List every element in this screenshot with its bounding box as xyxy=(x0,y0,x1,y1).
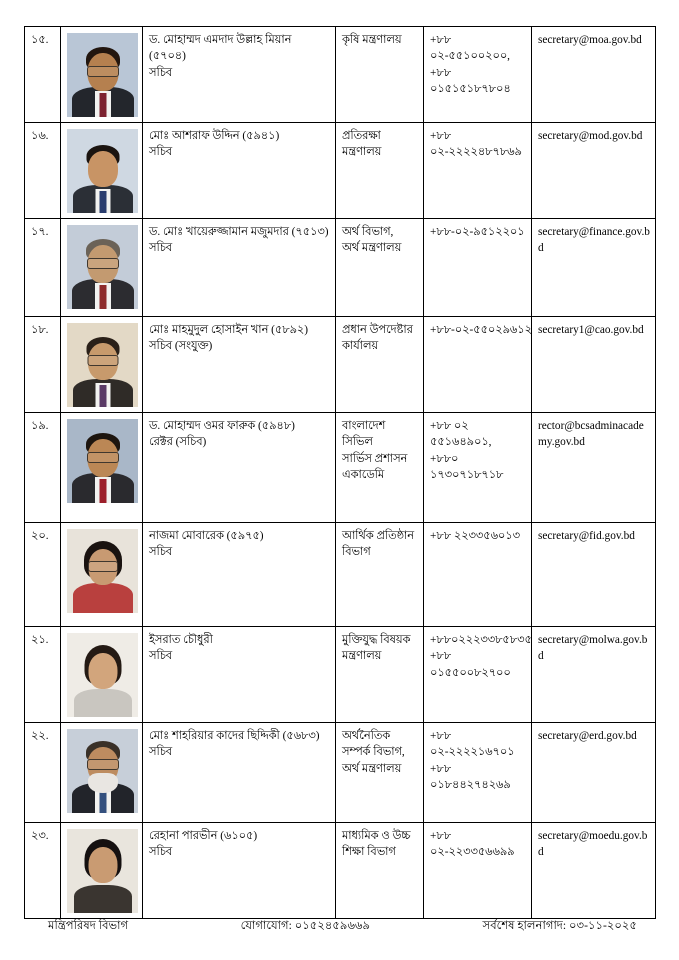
official-name xyxy=(143,627,336,723)
portrait-image xyxy=(67,33,138,117)
name-text: মোঃ শাহরিয়ার কাদের ছিদ্দিকী (৫৬৮৩) xyxy=(149,730,320,742)
portrait-image xyxy=(67,129,138,213)
table-row xyxy=(25,27,656,123)
phone-cell xyxy=(424,523,532,627)
portrait-image xyxy=(67,829,138,913)
phone-line-1: +৮৮ ০২-২২২২১৬৭০১ xyxy=(430,730,515,759)
page-footer xyxy=(24,917,655,936)
serial-number: ২২. xyxy=(25,723,61,823)
ministry-cell xyxy=(336,627,424,723)
designation-text: সচিব xyxy=(149,546,173,559)
name-text: নাজমা মোবারেক (৫৯৭৫) xyxy=(149,530,264,542)
footer-contact: যোগাযোগ: ০১৫২৪৫৯৬৬৯ xyxy=(240,919,371,932)
designation-text: সচিব xyxy=(149,146,173,159)
name-text: ড. মোহাম্মদ এমদাদ উল্লাহ মিয়ান (৫৭০৪) xyxy=(149,34,292,63)
ministry-line-2: অর্থ মন্ত্রণালয় xyxy=(342,242,402,255)
designation-text: সচিব (সংযুক্ত) xyxy=(149,340,213,353)
portrait-photo xyxy=(61,627,143,723)
email-cell: secretary@erd.gov.bd xyxy=(532,723,656,823)
phone-line-1: +৮৮-০২-৯৫১২২০১ xyxy=(430,226,525,238)
phone-line-2: +৮৮০ ১৭৩০৭১৮৭১৮ xyxy=(430,452,504,482)
serial-number: ১৯. xyxy=(25,413,61,523)
table-row xyxy=(25,723,656,823)
table-row xyxy=(25,219,656,317)
official-name xyxy=(143,823,336,919)
phone-cell xyxy=(424,627,532,723)
table-row xyxy=(25,413,656,523)
ministry-cell xyxy=(336,823,424,919)
serial-number: ১৭. xyxy=(25,219,61,317)
ministry-line-1: প্রতিরক্ষা মন্ত্রণালয় xyxy=(342,130,382,159)
ministry-line-2: সার্ভিস প্রশাসন একাডেমি xyxy=(342,452,408,482)
ministry-line-1: বাংলাদেশ সিভিল xyxy=(342,420,386,449)
email-cell: secretary1@cao.gov.bd xyxy=(532,317,656,413)
portrait-photo xyxy=(61,219,143,317)
serial-number: ২০. xyxy=(25,523,61,627)
officials-table xyxy=(24,26,656,919)
phone-line-1: +৮৮০২২২৩৩৮৫৮৩৫ xyxy=(430,634,532,646)
phone-cell xyxy=(424,823,532,919)
portrait-photo xyxy=(61,123,143,219)
ministry-line-2: কার্যালয় xyxy=(342,340,379,353)
designation-text: সচিব xyxy=(149,846,173,859)
ministry-cell xyxy=(336,123,424,219)
portrait-image xyxy=(67,323,138,407)
phone-cell xyxy=(424,723,532,823)
phone-line-1: +৮৮ ০২-৫৫১০০২০০, xyxy=(430,34,510,63)
email-cell: secretary@finance.gov.bd xyxy=(532,219,656,317)
portrait-photo xyxy=(61,523,143,627)
official-name xyxy=(143,523,336,627)
email-cell: secretary@moa.gov.bd xyxy=(532,27,656,123)
phone-line-1: +৮৮ ০২-২২২২৪৮৭৮৬৯ xyxy=(430,130,522,159)
name-text: ড. মোঃ খায়েরুজ্জামান মজুমদার (৭৫১৩) xyxy=(149,226,329,238)
ministry-line-2: মন্ত্রণালয় xyxy=(342,650,382,663)
ministry-cell xyxy=(336,723,424,823)
ministry-cell xyxy=(336,219,424,317)
ministry-cell xyxy=(336,413,424,523)
table-row xyxy=(25,523,656,627)
serial-number: ১৬. xyxy=(25,123,61,219)
table-row xyxy=(25,317,656,413)
email-cell: secretary@moedu.gov.bd xyxy=(532,823,656,919)
portrait-photo xyxy=(61,27,143,123)
ministry-line-2: শিক্ষা বিভাগ xyxy=(342,846,396,859)
table-row xyxy=(25,823,656,919)
serial-number: ১৮. xyxy=(25,317,61,413)
name-text: ইসরাত চৌধুরী xyxy=(149,634,213,646)
email-cell: secretary@molwa.gov.bd xyxy=(532,627,656,723)
ministry-line-1: অর্থ বিভাগ, xyxy=(342,226,394,238)
ministry-line-1: কৃষি মন্ত্রণালয় xyxy=(342,34,402,46)
portrait-image xyxy=(67,419,138,503)
official-name xyxy=(143,413,336,523)
serial-number: ২১. xyxy=(25,627,61,723)
official-name xyxy=(143,723,336,823)
ministry-line-2: বিভাগ xyxy=(342,546,371,559)
phone-line-1: +৮৮ ০২ ৫৫১৬৪৯০১, xyxy=(430,420,492,449)
official-name xyxy=(143,123,336,219)
footer-last-updated: সর্বশেষ হালনাগাদ: ০৩-১১-২০২৫ xyxy=(482,919,637,932)
phone-line-1: +৮৮ ০২-২২৩৩৫৬৬৯৯ xyxy=(430,830,515,859)
portrait-photo xyxy=(61,413,143,523)
ministry-cell xyxy=(336,523,424,627)
ministry-line-1: প্রধান উপদেষ্টার xyxy=(342,324,413,336)
name-text: মোঃ মাহমুদুল হোসাইন খান (৫৮৯২) xyxy=(149,324,309,336)
portrait-image xyxy=(67,729,138,813)
ministry-line-1: মুক্তিযুদ্ধ বিষয়ক xyxy=(342,634,411,646)
table-row xyxy=(25,627,656,723)
phone-line-2: +৮৮ ০১৫৫০০৮২৭০০ xyxy=(430,650,511,679)
ministry-line-2: অর্থ মন্ত্রণালয় xyxy=(342,762,402,775)
portrait-image xyxy=(67,225,138,309)
table-row xyxy=(25,123,656,219)
table-body xyxy=(25,27,656,919)
phone-cell xyxy=(424,317,532,413)
designation-text: সচিব xyxy=(149,242,173,255)
phone-cell xyxy=(424,413,532,523)
ministry-line-1: অর্থনৈতিক সম্পর্ক বিভাগ, xyxy=(342,730,405,759)
email-cell: rector@bcsadminacademy.gov.bd xyxy=(532,413,656,523)
ministry-cell xyxy=(336,27,424,123)
portrait-image xyxy=(67,633,138,717)
name-text: ড. মোহাম্মদ ওমর ফারুক (৫৯৪৮) xyxy=(149,420,295,432)
official-name xyxy=(143,317,336,413)
ministry-line-1: মাধ্যমিক ও উচ্চ xyxy=(342,830,411,842)
ministry-line-1: আর্থিক প্রতিষ্ঠান xyxy=(342,530,414,542)
designation-text: সচিব xyxy=(149,746,173,759)
phone-line-2: +৮৮ ০১৫১৫১৮৭৮০৪ xyxy=(430,66,511,96)
email-cell: secretary@fid.gov.bd xyxy=(532,523,656,627)
footer-department: মন্ত্রিপরিষদ বিভাগ xyxy=(48,919,129,932)
serial-number: ২৩. xyxy=(25,823,61,919)
portrait-photo xyxy=(61,317,143,413)
serial-number: ১৫. xyxy=(25,27,61,123)
phone-cell xyxy=(424,123,532,219)
designation-text: রেক্টর (সচিব) xyxy=(149,436,207,449)
official-name xyxy=(143,27,336,123)
ministry-cell xyxy=(336,317,424,413)
portrait-photo xyxy=(61,723,143,823)
phone-line-2: +৮৮ ০১৮৪৪২৭৪২৬৯ xyxy=(430,762,511,792)
phone-line-1: +৮৮-০২-৫৫০২৯৬১২ xyxy=(430,324,532,336)
portrait-image xyxy=(67,529,138,613)
designation-text: সচিব xyxy=(149,650,173,663)
phone-cell xyxy=(424,219,532,317)
portrait-photo xyxy=(61,823,143,919)
email-cell: secretary@mod.gov.bd xyxy=(532,123,656,219)
official-name xyxy=(143,219,336,317)
designation-text: সচিব xyxy=(149,66,173,79)
name-text: রেহানা পারভীন (৬১০৫) xyxy=(149,830,258,842)
phone-cell xyxy=(424,27,532,123)
name-text: মোঃ আশরাফ উদ্দিন (৫৯৪১) xyxy=(149,130,280,142)
phone-line-1: +৮৮ ২২৩৩৫৬০১৩ xyxy=(430,530,520,542)
